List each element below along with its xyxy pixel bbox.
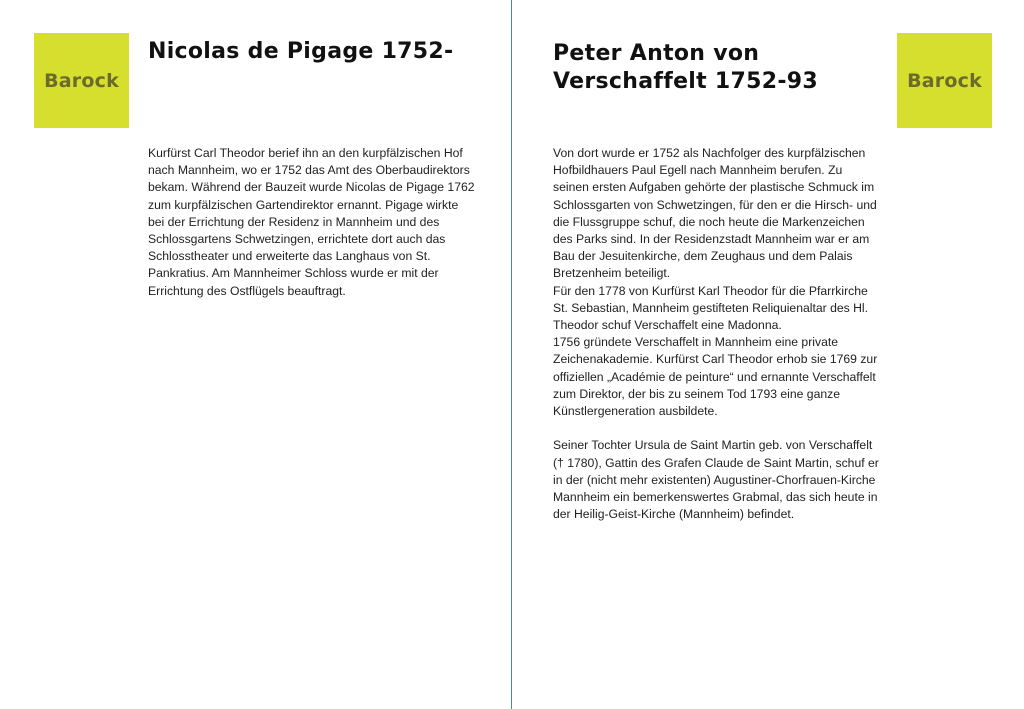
paragraph: Kurfürst Carl Theodor berief ihn an den kurpfälzischen Hof nach Mannheim, wo er 1752 das Amt des Oberbaudirektors bekam. Während der Bauzeit wurde Nicolas de Pigage 1762 zum kurpfälzischen Gartendirektor ernannt. Pigage wirkte bei der Errichtung der Residenz in Mannheim und des Schlossgartens Schwetzingen, errichtete dort auch das Schlosstheater und erweiterte das Langhaus von St. Pankratius. Am Mannheimer Schloss wurde er mit der Errichtung des Ostflügels beauftragt.	[148, 146, 475, 298]
page-title: Peter Anton von Verschaffelt 1752-93	[553, 41, 818, 94]
barock-tag: Barock	[34, 33, 129, 128]
body-text	[148, 145, 476, 300]
barock-tag: Barock	[897, 33, 992, 128]
paragraph: Von dort wurde er 1752 als Nachfolger des kurpfälzischen Hofbildhauers Paul Egell nach Mannheim berufen. Zu seinen ersten Aufgaben gehörte der plastische Schmuck im Schlossgarten von Schwetzingen, für den er die Hirsch- und die Flussgruppe schuf, die noch heute die Markenzeichen des Parks sind. In der Residenzstadt Mannheim war er am Bau der Jesuitenkirche, dem Zeughaus und dem Palais Bretzenheim beteiligt.	[553, 146, 877, 281]
paragraph: 1756 gründete Verschaffelt in Mannheim eine private Zeichenakademie. Kurfürst Carl Theodor erhob sie 1769 zur offiziellen „Académie de peinture“ und ernannte Verschaffelt zum Direktor, der bis zu seinem Tod 1793 eine ganze Künstlergeneration ausbildete.	[553, 335, 878, 419]
right-page	[513, 0, 1024, 709]
page-title: Nicolas de Pigage 1752-	[148, 39, 454, 64]
paragraph: Für den 1778 von Kurfürst Karl Theodor für die Pfarrkirche St. Sebastian, Mannheim gestifteten Reliquienaltar des Hl. Theodor schuf Verschaffelt eine Madonna.	[553, 283, 869, 333]
body-text	[553, 145, 879, 523]
page-divider	[511, 0, 512, 709]
paragraph: Seiner Tochter Ursula de Saint Martin geb. von Verschaffelt († 1780), Gattin des Grafen Claude de Saint Martin, schuf er in der (nicht mehr existenten) Augustiner-Chorfrauen-Kirche Mannheim ein bemerkenswertes Grabmal, das sich heute in der Heilig-Geist-Kirche (Mannheim) befindet.	[553, 438, 879, 522]
